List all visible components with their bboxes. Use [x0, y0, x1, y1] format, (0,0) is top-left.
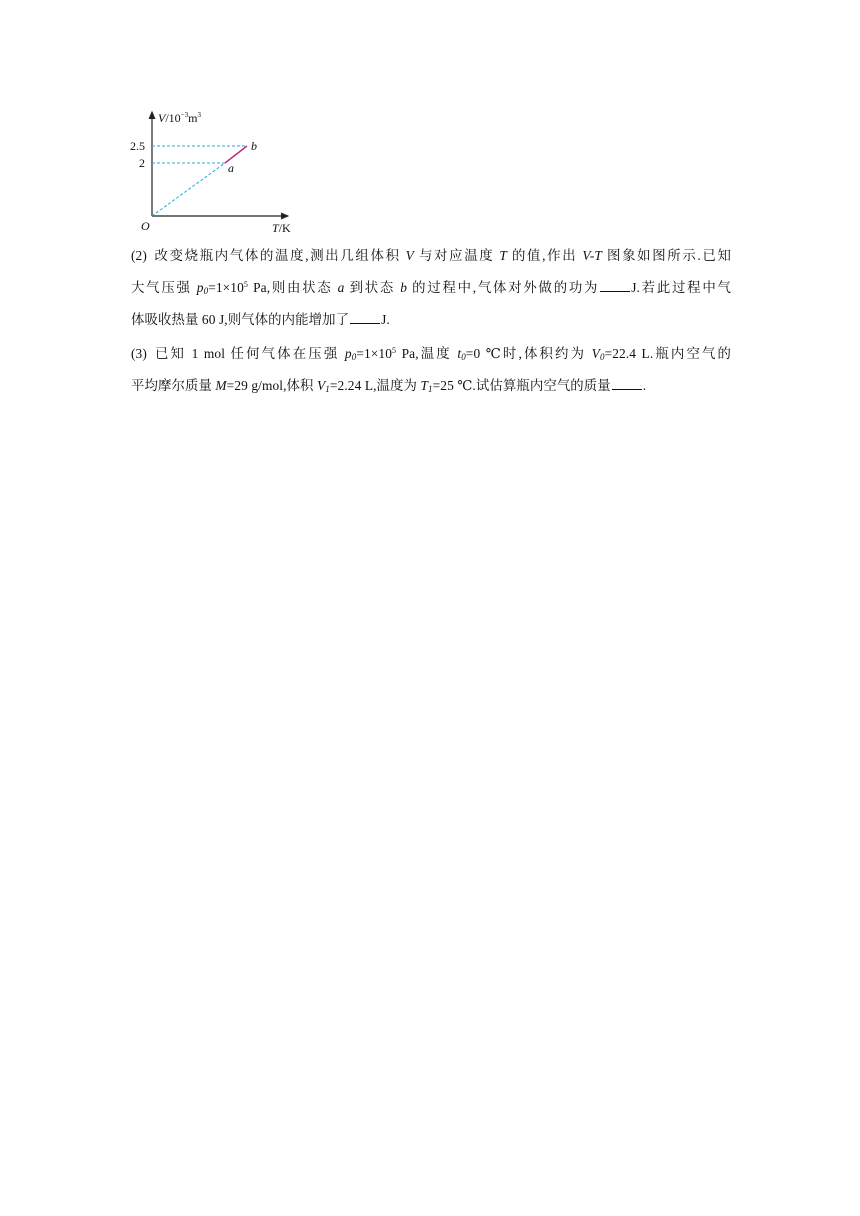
text: J.若此过程中气 — [631, 280, 731, 295]
answer-blank-mass[interactable] — [612, 377, 642, 390]
question-2 — [131, 240, 731, 336]
text: 与对应温度 — [418, 248, 495, 263]
subscript: 0 — [599, 352, 605, 362]
text: =22.4 L.瓶内空气的 — [604, 346, 732, 361]
var-v: V — [317, 378, 326, 393]
origin-label: O — [141, 219, 150, 233]
var-b: b — [400, 280, 407, 295]
var-t: t — [457, 346, 462, 361]
subscript: 1 — [325, 384, 330, 394]
text: =25 ℃.试估算瓶内空气的质量 — [432, 378, 611, 393]
v-t-graph — [128, 100, 308, 240]
x-axis-label: T/K — [272, 221, 291, 235]
question-number: (2) — [131, 248, 147, 263]
text: . — [642, 378, 647, 393]
var-t: T — [499, 248, 507, 263]
var-v: V — [591, 346, 600, 361]
y-axis-label: $V/10^{-3}m^3$ — [158, 111, 201, 125]
text: =0 ℃时,体积约为 — [465, 346, 587, 361]
question-3-line-2 — [131, 370, 731, 402]
point-label-a: a — [228, 161, 234, 175]
question-3-line-1 — [131, 338, 731, 370]
var-m: M — [215, 378, 227, 393]
question-number: (3) — [131, 346, 147, 361]
var-p: p — [196, 280, 204, 295]
subscript: 1 — [428, 384, 433, 394]
text: Pa,则由状态 — [248, 280, 333, 295]
var-vt: V-T — [582, 248, 602, 263]
text: 平均摩尔质量 — [131, 378, 212, 393]
var-a: a — [337, 280, 345, 295]
text: =1×10 — [208, 280, 244, 295]
text: =29 g/mol,体积 — [226, 378, 314, 393]
tick-label-2-5: 2.5 — [130, 139, 145, 153]
var-p: p — [344, 346, 352, 361]
subscript: 0 — [351, 352, 357, 362]
answer-blank-work[interactable] — [600, 279, 630, 292]
text: 体吸收热量 60 J,则气体的内能增加了 — [131, 312, 350, 327]
text: 图象如图所示.已知 — [607, 248, 732, 263]
text: Pa,温度 — [396, 346, 452, 361]
text: 大气压强 — [131, 280, 192, 295]
text: 到状态 — [349, 280, 396, 295]
text: J. — [381, 312, 390, 327]
point-label-b: b — [251, 139, 257, 153]
question-2-line-1 — [131, 240, 731, 272]
question-2-line-3 — [131, 304, 731, 336]
superscript: 5 — [243, 280, 249, 289]
tick-label-2: 2 — [139, 156, 145, 170]
text: =1×10 — [356, 346, 393, 361]
subscript: 0 — [461, 352, 466, 362]
question-2-line-2 — [131, 272, 731, 304]
subscript: 0 — [203, 286, 209, 296]
extrapolation-line — [152, 163, 225, 216]
answer-blank-energy[interactable] — [350, 311, 380, 324]
v-t-graph-svg — [128, 100, 308, 240]
var-v: V — [405, 248, 414, 263]
text: 已知 1 mol 任何气体在压强 — [152, 346, 340, 361]
var-t: T — [420, 378, 429, 393]
text: 的值,作出 — [511, 248, 578, 263]
superscript: 5 — [392, 346, 397, 355]
text: 改变烧瓶内气体的温度,测出几组体积 — [152, 248, 401, 263]
text: =2.24 L,温度为 — [329, 378, 418, 393]
text: 的过程中,气体对外做的功为 — [412, 280, 600, 295]
question-3 — [131, 338, 731, 402]
